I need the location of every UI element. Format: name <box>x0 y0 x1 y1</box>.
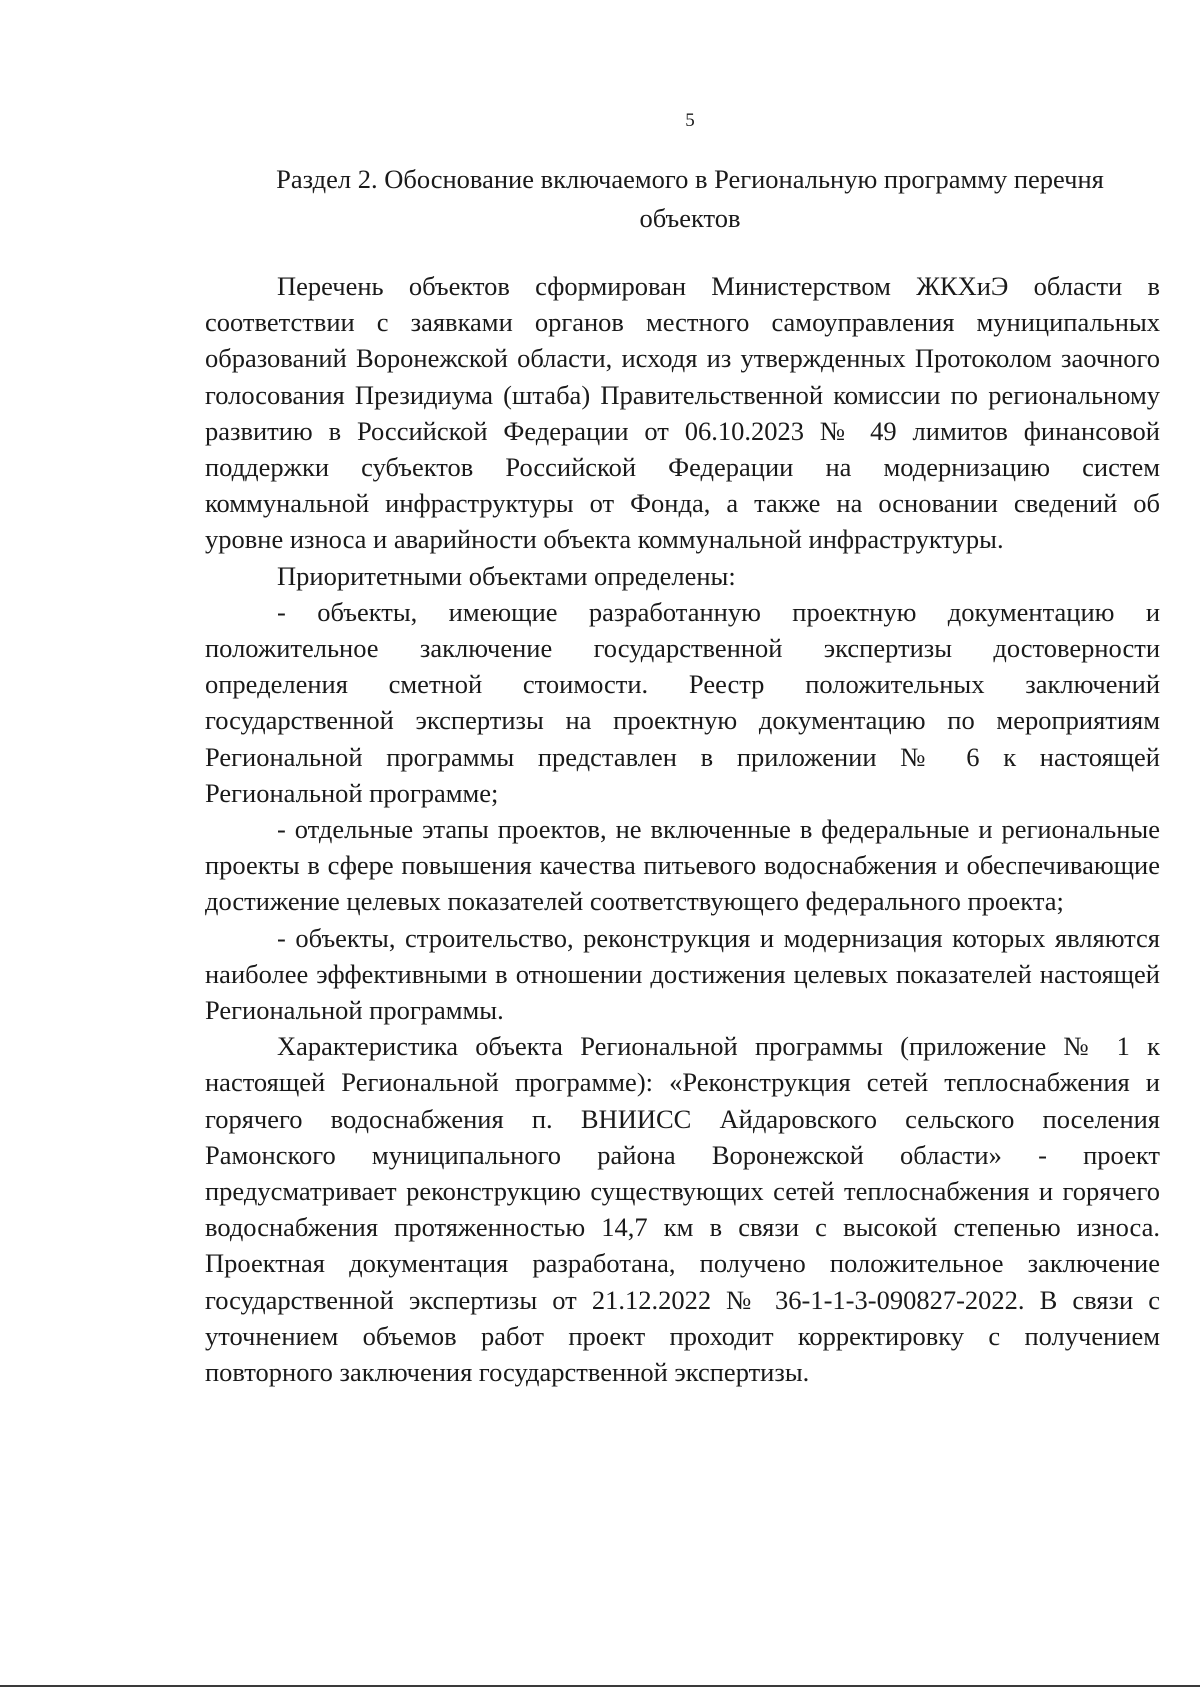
scan-edge-line <box>0 1685 1200 1687</box>
section-title: Раздел 2. Обоснование включаемого в Региональную программу перечня объектов <box>276 164 1104 233</box>
paragraph-priority-item-1: - объекты, имеющие разработанную проектную документацию и положительное заключение государственной экспертизы достоверности определения сметной стоимости. Реестр положительных заключений государственной экспертизы на проектную документацию по мероприятиям Региональной программы представлен в приложении № 6 к настоящей Региональной программе; <box>205 596 1160 808</box>
page-number: 5 <box>685 110 695 131</box>
document-body <box>205 268 1160 1390</box>
paragraph-priority-item-2: - отдельные этапы проектов, не включенные в федеральные и региональные проекты в сфере повышения качества питьевого водоснабжения и обеспечивающие достижение целевых показателей соответствующего федерального проекта; <box>205 814 1160 917</box>
paragraph-object-list-basis: Перечень объектов сформирован Министерством ЖКХиЭ области в соответствии с заявками органов местного самоуправления муниципальных образований Воронежской области, исходя из утвержденных Протоколом заочного голосования Президиума (штаба) Правительственной комиссии по региональному развитию в Российской Федерации от 06.10.2023 № 49 лимитов финансовой поддержки субъектов Российской Федерации на модернизацию систем коммунальной инфраструктуры от Фонда, а также на основании сведений об уровне износа и аварийности объекта коммунальной инфраструктуры. <box>205 271 1160 555</box>
paragraph-priority-item-3: - объекты, строительство, реконструкция и модернизация которых являются наиболее эффективными в отношении достижения целевых показателей настоящей Региональной программы. <box>205 922 1160 1026</box>
paragraph-priority-heading: Приоритетными объектами определены: <box>277 560 736 591</box>
paragraph-object-characteristics: Характеристика объекта Региональной программы (приложение № 1 к настоящей Региональной программе): «Реконструкция сетей теплоснабжения и горячего водоснабжения п. ВНИИСС Айдаровского сельского поселения Рамонского муниципального района Воронежской области» - проект предусматривает реконструкцию существующих сетей теплоснабжения и горячего водоснабжения протяженностью 14,7 км в связи с высокой степенью износа. Проектная документация разработана, получено положительное заключение государственной экспертизы от 21.12.2022 № 36-1-1-3-090827-2022. В связи с уточнением объемов работ проект проходит корректировку с получением повторного заключения государственной экспертизы. <box>205 1031 1160 1388</box>
